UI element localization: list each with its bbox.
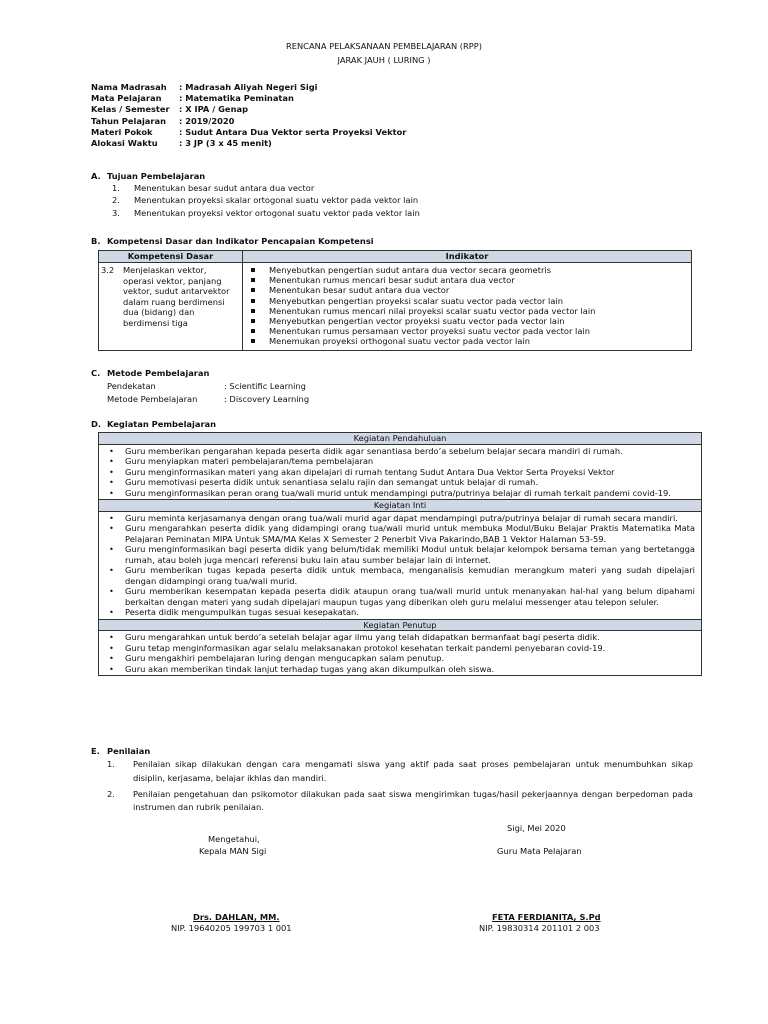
square-bullet-icon xyxy=(251,309,255,313)
document-subtitle: JARAK JAUH ( LURING ) xyxy=(337,55,431,65)
indicator-text: Menentukan rumus mencari besar sudut antara dua vector xyxy=(269,275,515,286)
indicator-item xyxy=(245,265,689,275)
item-number: 1. xyxy=(107,759,115,769)
indicator-text: Menentukan besar sudut antara dua vector xyxy=(269,285,450,296)
identity-row xyxy=(91,138,406,149)
indicator-item xyxy=(245,316,689,326)
list-item xyxy=(107,788,693,816)
indicator-item xyxy=(245,336,689,346)
kd-number: 3.2 xyxy=(101,265,115,275)
list-item: • Guru mengarahkan untuk berdo’a setelah belajar agar ilmu yang telah didapatkan bermanfaat bagi peserta didik. xyxy=(103,632,695,643)
indicator-text: Menyebutkan pengertian vector proyeksi suatu vector pada vector lain xyxy=(269,315,565,326)
list-item: • Guru memberikan pengarahan kepada peserta didik agar senantiasa berdo’a sebelum belajar secara mandiri di rumah. xyxy=(103,446,695,457)
list-item: • Guru akan memberikan tindak lanjut terhadap tugas yang akan dikumpulkan oleh siswa. xyxy=(103,664,695,675)
acknowledged-label: Mengetahui, xyxy=(208,834,260,844)
list-item: • Guru memberikan kesempatan kepada peserta didik ataupun orang tua/wali murid untuk menanyakan hal-hal yang belum dipahami berkaitan dengan materi yang sudah dipelajari maupun tugas yang diberikan oleh guru melalui messenger atau telepon seluler. xyxy=(103,586,695,607)
indicator-text: Menemukan proyeksi orthogonal suatu vector pada vector lain xyxy=(269,336,530,347)
identity-label: Nama Madrasah xyxy=(91,82,167,92)
identity-value: : 3 JP (3 x 45 menit) xyxy=(179,137,272,148)
square-bullet-icon xyxy=(251,288,255,292)
teacher-role: Guru Mata Pelajaran xyxy=(497,846,582,856)
method-value: : Discovery Learning xyxy=(224,393,310,404)
indicator-text: Menentukan rumus mencari nilai proyeksi scalar suatu vector pada vector lain xyxy=(269,305,596,316)
teacher-nip: NIP. 19830314 201101 2 003 xyxy=(479,923,600,933)
item-number: 2. xyxy=(112,195,120,206)
section-title: Metode Pembelajaran xyxy=(107,368,210,378)
item-number: 2. xyxy=(107,788,115,799)
list-item: • Peserta didik mengumpulkan tugas sesuai kesepakatan. xyxy=(103,607,695,618)
item-number: 3. xyxy=(112,207,120,218)
identity-label: Kelas / Semester xyxy=(91,104,170,115)
table-header-indicator: Indikator xyxy=(243,251,692,263)
indicator-item xyxy=(245,326,689,336)
indicator-item xyxy=(245,306,689,316)
method-row xyxy=(107,394,309,407)
identity-value: : Matematika Peminatan xyxy=(179,93,294,104)
identity-row xyxy=(91,116,406,127)
identity-row xyxy=(91,82,406,93)
section-letter: D. xyxy=(91,419,102,429)
item-number: 1. xyxy=(112,183,120,193)
list-item: • Guru memberikan tugas kepada peserta didik untuk membaca, menganalisis kemudian merangkum materi yang sudah dipelajari dengan didampingi orang tua/wali murid. xyxy=(103,565,695,586)
teacher-name: FETA FERDIANITA, S.Pd xyxy=(492,912,601,922)
item-text: Menentukan besar sudut antara dua vector xyxy=(134,183,315,193)
identity-label: Alokasi Waktu xyxy=(91,137,158,148)
indicator-cell xyxy=(243,263,692,351)
list-item: • Guru menyiapkan materi pembelajaran/tema pembelajaran xyxy=(103,456,695,467)
penutup-list xyxy=(99,631,701,675)
indicator-text: Menyebutkan pengertian proyeksi scalar suatu vector pada vector lain xyxy=(269,295,563,306)
square-bullet-icon xyxy=(251,268,255,272)
section-title: Kompetensi Dasar dan Indikator Pencapaian Kompetensi xyxy=(107,236,374,246)
pendahuluan-header: Kegiatan Pendahuluan xyxy=(99,433,701,445)
section-a-heading xyxy=(91,171,205,182)
list-item: • Guru menginformasikan bagi peserta didik yang belum/tidak memiliki Modul untuk belajar kelompok bersama teman yang bertetangga rumah, atau boleh juga mencari referensi buku lain atau sumber belajar lain di internet. xyxy=(103,544,695,565)
identity-value: : X IPA / Genap xyxy=(179,104,249,115)
principal-role: Kepala MAN Sigi xyxy=(199,846,267,856)
identity-label: Tahun Pelajaran xyxy=(91,115,166,126)
identity-row xyxy=(91,127,406,138)
principal-name: Drs. DAHLAN, MM. xyxy=(193,912,280,922)
penutup-header: Kegiatan Penutup xyxy=(99,619,701,632)
competency-table xyxy=(98,250,692,351)
identity-value: : Madrasah Aliyah Negeri Sigi xyxy=(179,82,318,92)
section-title: Tujuan Pembelajaran xyxy=(107,171,206,181)
identity-value: : 2019/2020 xyxy=(179,115,235,126)
list-item: • Guru mengakhiri pembelajaran luring dengan mengucapkan salam penutup. xyxy=(103,653,695,664)
indicator-item xyxy=(245,275,689,285)
assessment-list xyxy=(107,758,693,817)
list-item: • Guru tetap menginformasikan agar selalu melaksanakan protokol kesehatan terkait pandemi penyebaran covid-19. xyxy=(103,643,695,654)
square-bullet-icon xyxy=(251,319,255,323)
indicator-text: Menentukan rumus persamaan vector proyeksi suatu vector pada vector lain xyxy=(269,326,590,337)
identity-value: : Sudut Antara Dua Vektor serta Proyeksi Vektor xyxy=(179,126,407,137)
section-c-heading xyxy=(91,368,209,379)
identity-block xyxy=(91,82,406,149)
list-item xyxy=(112,208,420,220)
list-item xyxy=(112,183,420,195)
section-letter: A. xyxy=(91,171,101,181)
inti-header: Kegiatan Inti xyxy=(99,499,701,512)
square-bullet-icon xyxy=(251,329,255,333)
method-label: Metode Pembelajaran xyxy=(107,393,198,404)
place-date: Sigi, Mei 2020 xyxy=(507,823,566,833)
item-text: Penilaian sikap dilakukan dengan cara mengamati siswa yang aktif pada saat proses pembelajaran untuk menumbuhkan sikap disiplin, kerjasama, belajar ikhlas dan mandiri. xyxy=(133,759,693,783)
list-item: • Guru meminta kerjasamanya dengan orang tua/wali murid agar dapat mendampingi putra/putrinya belajar di rumah secara mandiri. xyxy=(103,513,695,524)
list-item: • Guru menginformasikan peran orang tua/wali murid untuk mendampingi putra/putrinya belajar di rumah terkait pandemi covid-19. xyxy=(103,488,695,499)
item-text: Penilaian pengetahuan dan psikomotor dilakukan pada saat siswa mengirimkan tugas/hasil pekerjaannya dengan berpedoman pada instrumen dan rubrik penilaian. xyxy=(133,788,693,813)
pendahuluan-list xyxy=(99,445,701,500)
identity-row xyxy=(91,93,406,104)
kd-cell xyxy=(99,263,243,351)
identity-label: Mata Pelajaran xyxy=(91,93,162,104)
list-item: • Guru menginformasikan materi yang akan dipelajari di rumah tentang Sudut Antara Dua Vektor Serta Proyeksi Vektor xyxy=(103,467,695,478)
section-letter: B. xyxy=(91,236,101,246)
list-item: • Guru memotivasi peserta didik untuk senantiasa selalu rajin dan semangat untuk belajar di rumah. xyxy=(103,477,695,488)
activities-table xyxy=(98,432,702,676)
item-text: Menentukan proyeksi skalar ortogonal suatu vektor pada vektor lain xyxy=(134,195,419,206)
method-value: : Scientific Learning xyxy=(224,381,306,391)
item-text: Menentukan proyeksi vektor ortogonal suatu vektor pada vektor lain xyxy=(134,207,420,218)
square-bullet-icon xyxy=(251,278,255,282)
section-letter: C. xyxy=(91,368,101,378)
section-e-heading xyxy=(91,746,150,757)
method-row xyxy=(107,381,309,394)
method-label: Pendekatan xyxy=(107,381,156,391)
indicator-text: Menyebutkan pengertian sudut antara dua vector secara geometris xyxy=(269,265,552,275)
principal-nip: NIP. 19640205 199703 1 001 xyxy=(171,923,292,933)
square-bullet-icon xyxy=(251,339,255,343)
indicator-item xyxy=(245,296,689,306)
section-d-heading xyxy=(91,419,216,430)
identity-row xyxy=(91,104,406,115)
section-b-heading xyxy=(91,236,374,247)
document-title: RENCANA PELAKSANAAN PEMBELAJARAN (RPP) xyxy=(285,41,483,51)
list-item xyxy=(107,758,693,786)
section-letter: E. xyxy=(91,746,100,756)
square-bullet-icon xyxy=(251,299,255,303)
indicator-item xyxy=(245,285,689,295)
objectives-list xyxy=(112,183,420,220)
section-title: Penilaian xyxy=(107,746,151,756)
list-item: • Guru mengarahkan peserta didik yang didampingi orang tua/wali murid untuk membuka Modul/Buku Belajar Praktis Matematika Mata Pelajaran Peminatan MIPA Untuk SMA/MA Kelas X Semester 2 Penerbit Viva Pakarindo,BAB 1 Vektor Halaman 53-59. xyxy=(103,523,695,544)
table-header-kd: Kompetensi Dasar xyxy=(99,251,243,263)
inti-list xyxy=(99,512,701,619)
list-item xyxy=(112,195,420,207)
section-title: Kegiatan Pembelajaran xyxy=(107,419,217,429)
identity-label: Materi Pokok xyxy=(91,126,153,137)
kd-text: Menjelaskan vektor, operasi vektor, panjang vektor, sudut antarvektor dalam ruang berdimensi dua (bidang) dan berdimensi tiga xyxy=(123,265,230,328)
method-block xyxy=(107,381,309,406)
